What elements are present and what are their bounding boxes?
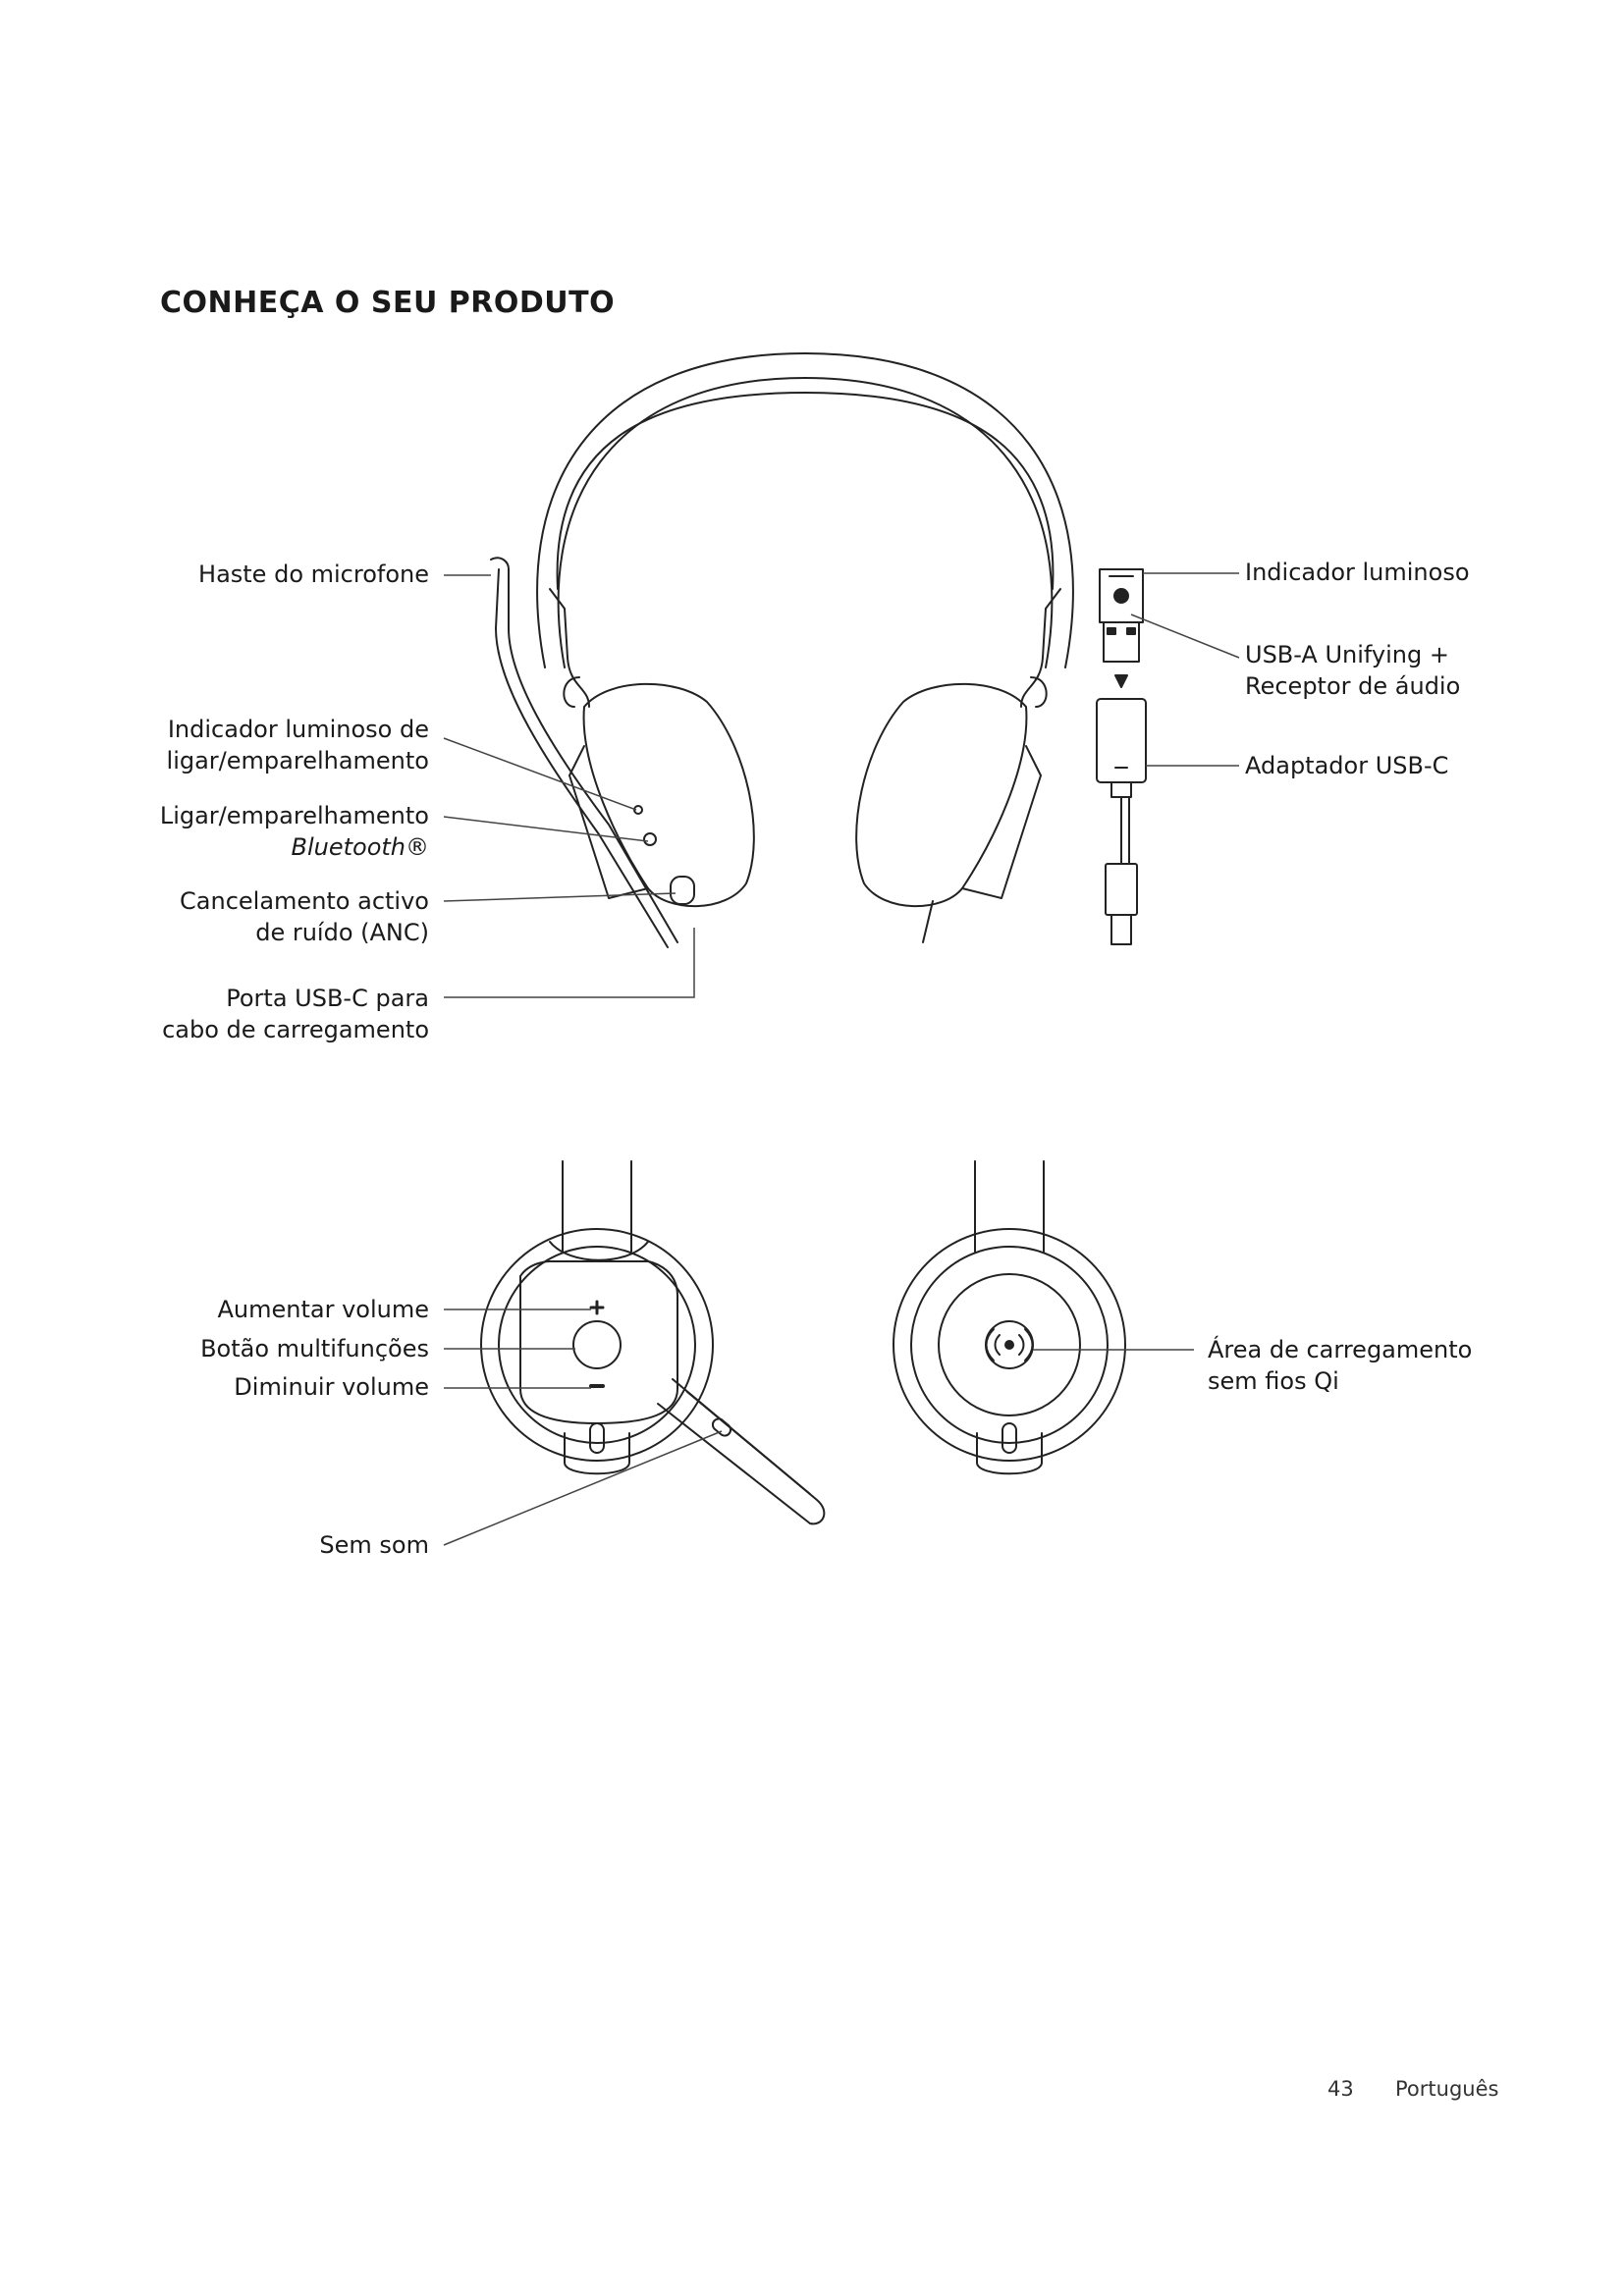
label-bt-pair-1: Ligar/emparelhamento xyxy=(159,802,429,829)
page-title: CONHEÇA O SEU PRODUTO xyxy=(160,286,616,320)
label-power-led-2: ligar/emparelhamento xyxy=(166,747,429,774)
label-volume-down: Diminuir volume xyxy=(234,1373,429,1401)
label-power-led-1: Indicador luminoso de xyxy=(167,716,429,743)
label-multifunction: Botão multifunções xyxy=(200,1335,429,1362)
headset-front-illustration xyxy=(491,353,1073,947)
label-bt-pair-2: Bluetooth® xyxy=(291,833,429,861)
label-indicator: Indicador luminoso xyxy=(1245,559,1470,586)
label-usbc-port-2: cabo de carregamento xyxy=(162,1016,429,1043)
usb-receiver-illustration xyxy=(1097,569,1146,944)
label-receiver-2: Receptor de áudio xyxy=(1245,672,1461,700)
label-qi-charging-2: sem fios Qi xyxy=(1208,1367,1339,1395)
label-mic-boom: Haste do microfone xyxy=(198,561,429,588)
label-anc-2: de ruído (ANC) xyxy=(255,919,429,946)
left-earcup-side-illustration xyxy=(481,1161,824,1523)
page-number: 43 xyxy=(1327,2077,1354,2101)
label-mute: Sem som xyxy=(319,1531,429,1559)
label-receiver-1: USB-A Unifying + xyxy=(1245,641,1449,668)
footer-language: Português xyxy=(1395,2077,1499,2101)
right-earcup-side-illustration xyxy=(893,1161,1125,1473)
label-qi-charging-1: Área de carregamento xyxy=(1208,1336,1473,1363)
label-anc-1: Cancelamento activo xyxy=(180,887,429,915)
label-usbc-adapter: Adaptador USB-C xyxy=(1245,752,1449,779)
label-volume-up: Aumentar volume xyxy=(217,1296,429,1323)
label-usbc-port-1: Porta USB-C para xyxy=(226,985,429,1012)
